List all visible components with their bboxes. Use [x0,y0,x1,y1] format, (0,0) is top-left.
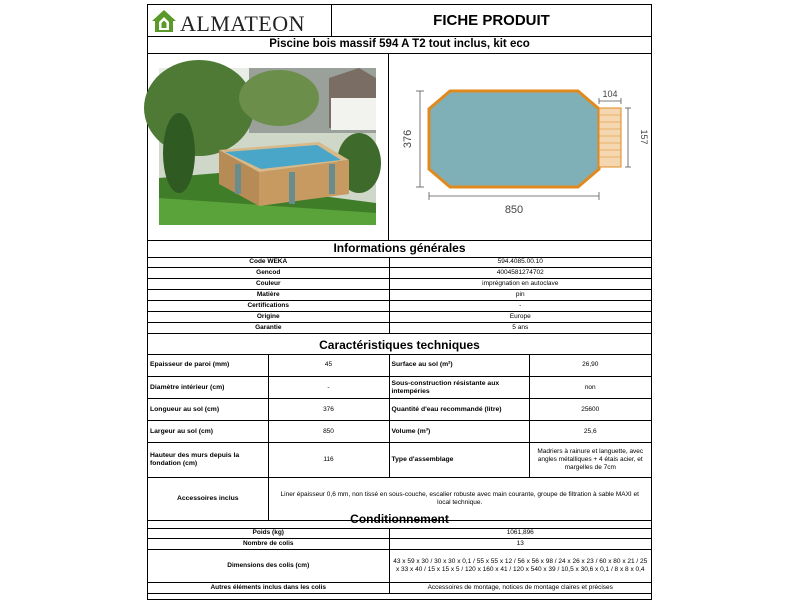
media-row [148,53,651,241]
packaging-heading: Conditionnement [148,511,651,529]
general-info-heading: Informations générales [148,240,651,258]
packaging-value: Accessoires de montage, notices de montage claires et précises [389,583,651,594]
general-info-label: Origine [148,312,389,323]
packaging-row [148,550,651,583]
platform-height-dimension: 157 [639,129,649,145]
brand-logo [150,8,305,36]
spec-row [148,377,651,399]
general-info-value: imprégnation en autoclave [389,279,651,290]
sheet-header [148,5,651,37]
spec-value: 25,6 [529,421,651,443]
general-info-value: 594.4085.00.10 [389,257,651,268]
spec-label: Largeur au sol (cm) [148,421,268,443]
general-info-value: pin [389,290,651,301]
packaging-label: Nombre de colis [148,539,389,550]
spec-row [148,399,651,421]
spec-value: 25600 [529,399,651,421]
spec-value: - [268,377,389,399]
general-info-label: Code WEKA [148,257,389,268]
general-info-value: - [389,301,651,312]
specs-heading: Caractéristiques techniques [148,337,651,355]
spec-label: Quantité d'eau recommandé (litre) [389,399,529,421]
general-info-row [148,301,651,312]
general-info-row [148,279,651,290]
brand-name: ALMATEON [180,11,305,36]
accessories-value: Liner épaisseur 0,6 mm, non tissé en sous-couche, escalier robuste avec main courante, groupe de filtration à sable MAXI et local technique. [268,478,651,521]
pool-plan-diagram [402,89,649,217]
spec-row [148,421,651,443]
general-info-label: Matière [148,290,389,301]
general-info-row [148,312,651,323]
packaging-row [148,539,651,550]
spec-label: Volume (m³) [389,421,529,443]
packaging-row [148,528,651,539]
general-info-label: Gencod [148,268,389,279]
spec-row [148,443,651,478]
spec-value: Madriers à rainure et languette, avec angles métalliques + 4 étais acier, et margelles de 7cm [529,443,651,478]
spec-value: non [529,377,651,399]
general-info-row [148,323,651,334]
general-info-table [148,257,651,334]
general-info-row [148,268,651,279]
packaging-value: 1061,896 [389,528,651,539]
general-info-value: 4004581274702 [389,268,651,279]
general-info-row [148,290,651,301]
spec-label: Diamètre intérieur (cm) [148,377,268,399]
general-info-label: Couleur [148,279,389,290]
packaging-label: Autres éléments inclus dans les colis [148,583,389,594]
spec-value: 850 [268,421,389,443]
media-divider [388,53,389,240]
spec-row [148,354,651,377]
width-dimension: 376 [402,129,414,149]
spec-value: 116 [268,443,389,478]
packaging-label: Dimensions des colis (cm) [148,550,389,583]
specs-table [148,354,651,521]
product-title: Piscine bois massif 594 A T2 tout inclus, kit eco [148,36,651,54]
spec-label: Epaisseur de paroi (mm) [148,354,268,377]
spec-label: Hauteur des murs depuis la fondation (cm) [148,443,268,478]
platform-width-dimension: 104 [602,89,618,99]
general-info-label: Garantie [148,323,389,334]
packaging-value: 43 x 59 x 30 / 30 x 30 x 0,1 / 55 x 55 x 12 / 56 x 56 x 98 / 24 x 26 x 23 / 60 x 80 x 21 / 25 x 33 x 40 / 15 x 15 x 5 / 120 x 160 x 41 / 120 x 540 x 39 / 10,5 x 30,6 x 0,1 / 8 x 8 x 0,4 [389,550,651,583]
packaging-row [148,583,651,594]
accessories-label: Accessoires inclus [148,478,268,521]
product-sheet [147,4,652,600]
house-logo-icon [150,8,180,34]
spec-label: Sous-construction résistante aux intempéries [389,377,529,399]
spec-value: 45 [268,354,389,377]
general-info-value: 5 ans [389,323,651,334]
length-dimension: 850 [504,204,524,216]
spec-value: 26,90 [529,354,651,377]
general-info-label: Certifications [148,301,389,312]
packaging-value: 13 [389,539,651,550]
general-info-row [148,257,651,268]
general-info-value: Europe [389,312,651,323]
packaging-label: Poids (kg) [148,528,389,539]
page-title: FICHE PRODUIT [433,12,550,29]
packaging-table [148,528,651,594]
spec-label: Surface au sol (m²) [389,354,529,377]
pool-photo [159,68,376,225]
spec-label: Type d'assemblage [389,443,529,478]
spec-value: 376 [268,399,389,421]
spec-label: Longueur au sol (cm) [148,399,268,421]
